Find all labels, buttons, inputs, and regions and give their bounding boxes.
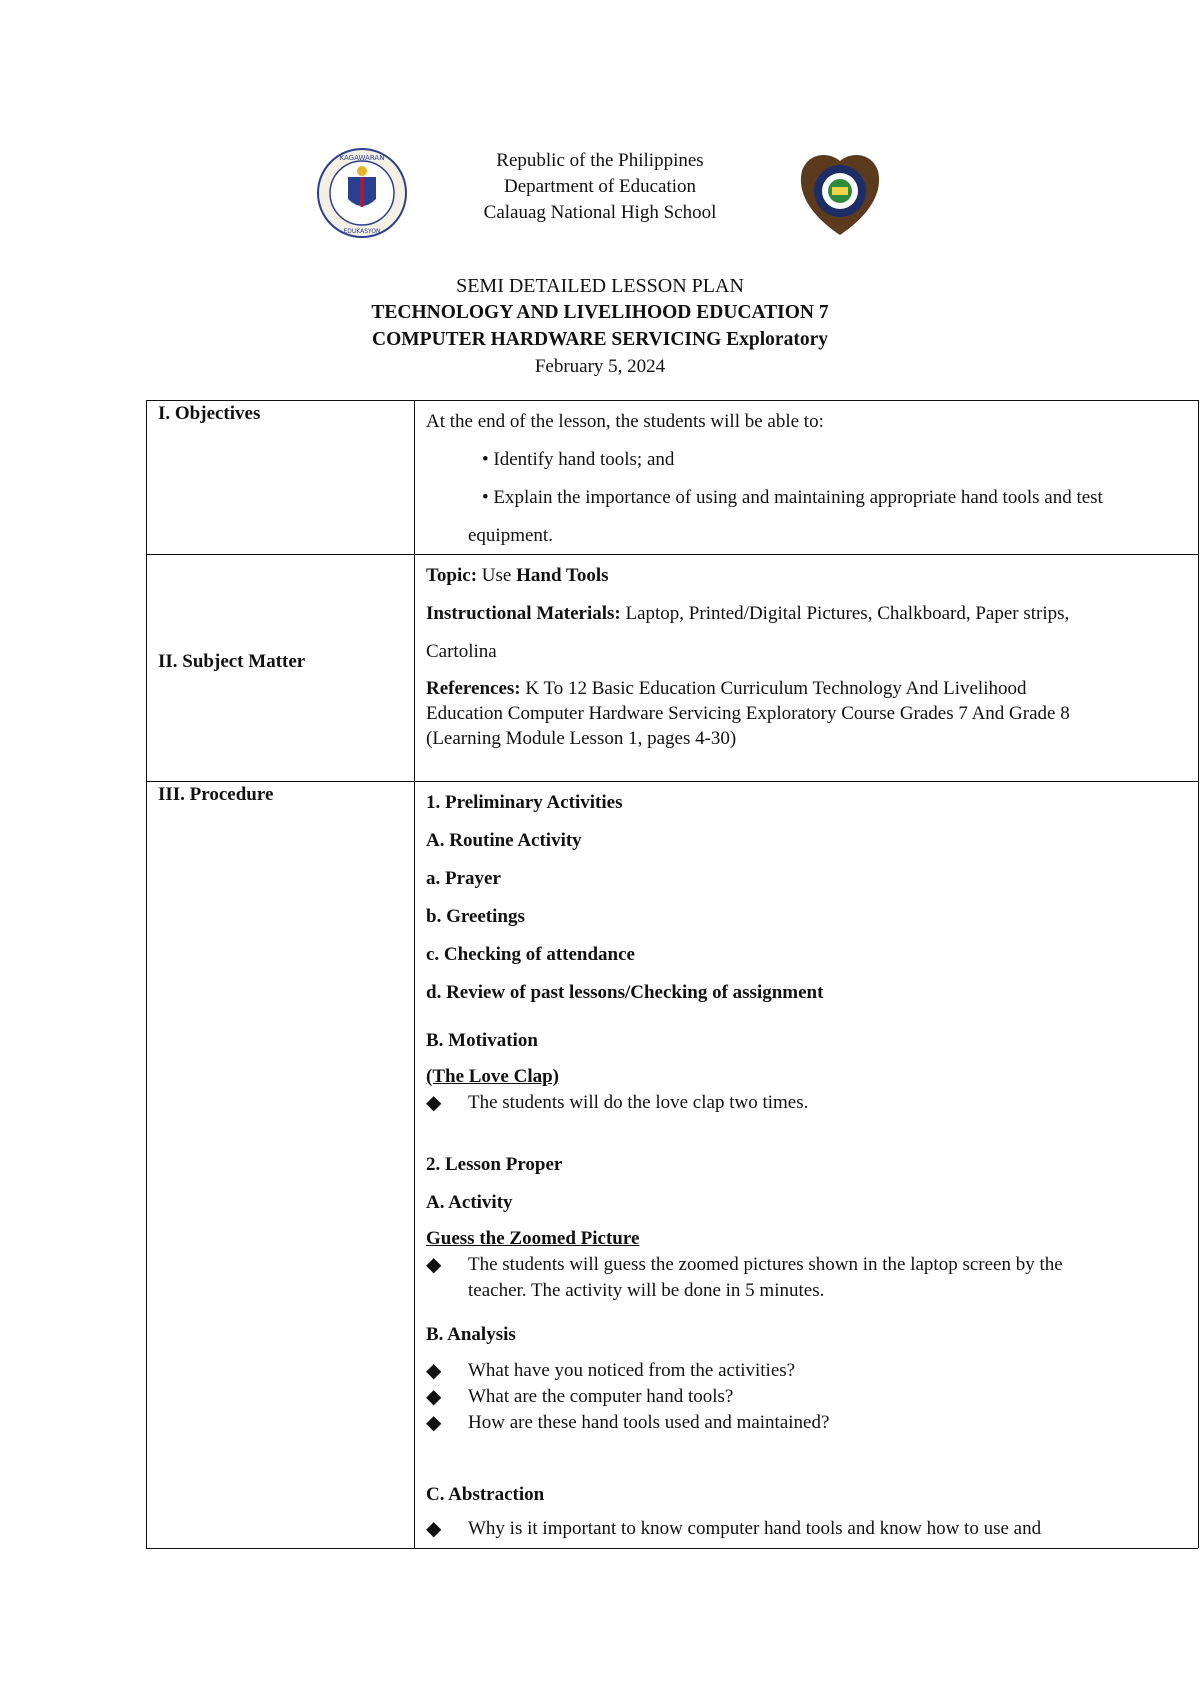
procedure-row	[146, 781, 1198, 1549]
subject-matter-row	[146, 554, 1198, 781]
deped-seal-icon	[316, 147, 408, 239]
activity-heading: A. Activity	[426, 1192, 513, 1213]
analysis-bullet-3-text: How are these hand tools used and maintained?	[468, 1412, 830, 1433]
references-line-2: Education Computer Hardware Servicing Exploratory Course Grades 7 And Grade 8	[426, 703, 1070, 724]
lesson-plan-title	[300, 273, 900, 381]
analysis-bullet-1-text: What have you noticed from the activities?	[468, 1360, 796, 1381]
analysis-bullet-2	[426, 1384, 1196, 1410]
motivation-bullet	[426, 1090, 1196, 1116]
diamond-bullet-icon: ◆	[426, 1092, 442, 1114]
objectives-intro: At the end of the lesson, the students will be able to:	[426, 411, 824, 432]
activity-title: Guess the Zoomed Picture	[426, 1228, 640, 1249]
analysis-bullets	[426, 1358, 1196, 1436]
abstraction-bullet	[426, 1514, 1196, 1544]
objective-item-2-continuation: equipment.	[468, 525, 553, 546]
references-label: References:	[426, 678, 521, 699]
diamond-bullet-icon: ◆	[426, 1360, 442, 1382]
lesson-plan-table	[146, 400, 1198, 1549]
procedure-label: III. Procedure	[158, 784, 274, 805]
header-text	[430, 148, 770, 226]
header-line-2: Department of Education	[503, 176, 697, 197]
preliminary-heading: 1. Preliminary Activities	[426, 792, 623, 813]
objectives-row	[146, 400, 1198, 554]
references-line-1	[426, 676, 1196, 701]
analysis-bullet-3	[426, 1410, 1196, 1436]
plan-type: SEMI DETAILED LESSON PLAN	[456, 275, 744, 297]
lesson-proper-heading: 2. Lesson Proper	[426, 1154, 563, 1175]
subject-matter-label: II. Subject Matter	[158, 651, 306, 672]
materials-line	[426, 595, 1196, 633]
topic-pre: Use	[481, 565, 512, 586]
abstraction-heading: C. Abstraction	[426, 1484, 545, 1505]
motivation-bullet-text: The students will do the love clap two times.	[468, 1092, 809, 1113]
objective-item-2: • Explain the importance of using and maintaining appropriate hand tools and test	[482, 487, 1103, 508]
header-line-1: Republic of the Philippines	[496, 150, 704, 171]
activity-bullet-line-1: The students will guess the zoomed pictures shown in the laptop screen by the	[468, 1254, 1063, 1275]
analysis-bullet-1	[426, 1358, 1196, 1384]
course-title: COMPUTER HARDWARE SERVICING Exploratory	[372, 329, 828, 350]
routine-item-prayer: a. Prayer	[426, 868, 501, 889]
routine-item-attendance: c. Checking of attendance	[426, 944, 635, 965]
materials-continuation: Cartolina	[426, 641, 497, 662]
diamond-bullet-icon: ◆	[426, 1518, 442, 1540]
diamond-bullet-icon: ◆	[426, 1412, 442, 1434]
diamond-bullet-icon: ◆	[426, 1254, 442, 1276]
analysis-bullet-2-text: What are the computer hand tools?	[468, 1386, 734, 1407]
references-text: K To 12 Basic Education Curriculum Technology And Livelihood	[525, 678, 1027, 699]
references-block	[426, 671, 1196, 751]
routine-item-review: d. Review of past lessons/Checking of assignment	[426, 982, 824, 1003]
topic-label: Topic:	[426, 565, 478, 586]
svg-text:KAGAWARAN: KAGAWARAN	[339, 154, 385, 162]
svg-text:EDUKASYON: EDUKASYON	[343, 228, 381, 235]
motivation-heading: B. Motivation	[426, 1030, 538, 1051]
references-line-3: (Learning Module Lesson 1, pages 4-30)	[426, 728, 737, 749]
routine-item-greetings: b. Greetings	[426, 906, 525, 927]
abstraction-bullet-text: Why is it important to know computer hand tools and know how to use and	[468, 1518, 1042, 1539]
objectives-content	[426, 403, 1196, 555]
objective-item-1: • Identify hand tools; and	[482, 449, 675, 470]
materials-text: Laptop, Printed/Digital Pictures, Chalkboard, Paper strips,	[625, 603, 1070, 624]
activity-bullet-line-2: teacher. The activity will be done in 5 minutes.	[468, 1280, 825, 1301]
table-right-border	[1198, 400, 1199, 1548]
materials-label: Instructional Materials:	[426, 603, 621, 624]
header-line-3: Calauag National High School	[483, 202, 717, 223]
letterhead	[0, 140, 1200, 240]
routine-heading: A. Routine Activity	[426, 830, 582, 851]
analysis-heading: B. Analysis	[426, 1324, 516, 1345]
diamond-bullet-icon: ◆	[426, 1386, 442, 1408]
motivation-title: (The Love Clap)	[426, 1066, 559, 1087]
topic-line	[426, 557, 1196, 595]
school-seal-icon	[794, 147, 886, 239]
topic-name: Hand Tools	[516, 565, 609, 586]
activity-bullet	[426, 1252, 1196, 1304]
subject-matter-content	[426, 557, 1196, 751]
lesson-date: February 5, 2024	[534, 356, 666, 377]
objectives-label: I. Objectives	[158, 403, 261, 424]
subject-title: TECHNOLOGY AND LIVELIHOOD EDUCATION 7	[371, 302, 829, 323]
procedure-content	[426, 784, 1196, 1544]
